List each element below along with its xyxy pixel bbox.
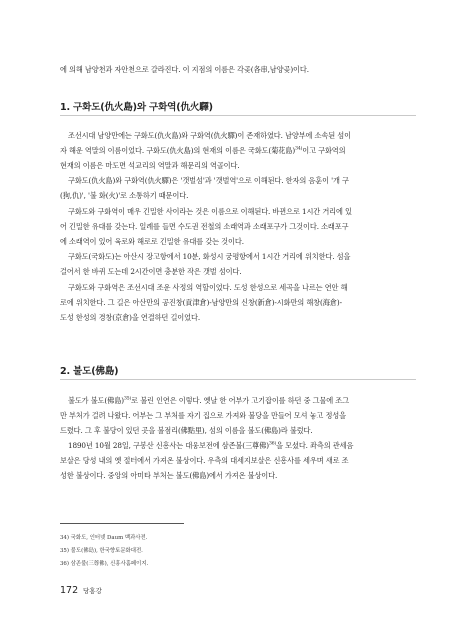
- footnote: 35) 불도(佛島), 한국향토문화대전.: [60, 548, 143, 554]
- heading-divider: [60, 379, 416, 380]
- running-title: 당홍강: [83, 587, 102, 595]
- text-line: 어 긴밀한 유대를 갖는다. 일례를 들면 수도권 전철의 소래역과 소래포구가 그것이다. 소래포구: [60, 222, 349, 231]
- text-line: [60, 438, 416, 453]
- text-line: [60, 143, 416, 158]
- text-line: 만 부처가 걸려 나왔다. 어부는 그 부처를 자기 집으로 가져와 불당을 만들어 모셔 놓고 정성을: [60, 411, 346, 420]
- text-line: 성한 불상이다. 중앙의 아미타 부처는 불도(佛島)에서 가져온 불상이다.: [60, 471, 278, 480]
- text-line: (狗,仇)', '불 화(火)'로 소통하기 때문이다.: [60, 191, 189, 200]
- text-line: 보살은 당성 내의 옛 절터에서 가져온 불상이다. 우측의 대세지보살은 신흥사를 세우며 새로 조: [60, 456, 349, 465]
- text-line: 로에 위치한다. 그 길은 아산만의 공진창(貢津倉)-남양만의 신창(新倉)-시화만의 해창(海倉)-: [60, 298, 342, 307]
- text-line: 구화도(仇火島)와 구화역(仇火驛)은 '갯벌섬'과 '갯벌역'으로 이해된다. 한자의 음훈이 '개 구: [68, 176, 349, 185]
- paragraph: [60, 128, 416, 173]
- text-line: 구화도(국화도)는 아산시 장고항에서 10분, 화성시 궁평항에서 1시간 거리에 위치한다. 섬을: [68, 252, 351, 261]
- text-line: 에 소래역이 있어 육로와 해로로 긴밀한 유대를 갖는 것이다.: [60, 237, 244, 246]
- section-heading-1: 1. 구화도(仇火島)와 구화역(仇火驛): [60, 102, 213, 113]
- footnote-marker[interactable]: 35): [123, 396, 132, 402]
- text-fragment: 로 불린 인연은 이렇다. 옛날 한 어부가 고기잡이를 하던 중 그물에 조그: [131, 396, 349, 405]
- text-line: [60, 393, 416, 408]
- text-line: 에 의해 남양천과 자안천으로 갈라진다. 이 지점의 이름은 각곶(各串,남양곶)이다.: [60, 65, 309, 74]
- footnote-divider: [60, 523, 184, 524]
- text-line: 조선시대 남양만에는 구화도(仇火島)와 구화역(仇火驛)이 존재하였다. 남양부에 소속된 섬이: [68, 131, 351, 140]
- text-fragment: 불도가 불도(佛島): [68, 396, 124, 405]
- footnote: 34) 국화도, 인터넷 Daum 백과사전.: [60, 535, 148, 541]
- paragraph: [60, 173, 416, 203]
- text-fragment: 을 모셨다. 좌측의 관세음: [276, 441, 354, 450]
- footnote-marker[interactable]: 34): [295, 146, 303, 152]
- page-footer: [60, 585, 102, 596]
- section-heading-2: 2. 불도(佛島): [60, 366, 119, 377]
- text-line: 드렸다. 그 후 불당이 있던 곳을 불점리(佛點里), 섬의 이름을 불도(佛島)라 불렀다.: [60, 426, 313, 435]
- paragraph: [60, 280, 416, 325]
- paragraph: [60, 249, 416, 279]
- footnote: 36) 삼존불(三尊佛), 신흥사홈페이지.: [60, 561, 149, 567]
- text-fragment: 이고 구화역의: [302, 146, 346, 155]
- intro-paragraph: [60, 62, 416, 77]
- text-fragment: 1890년 10월 28일, 구봉산 신흥사는 대웅보전에 삼존불(三尊佛): [68, 441, 269, 450]
- text-line: 걸어서 한 바퀴 도는데 2시간이면 충분한 작은 갯벌 섬이다.: [60, 267, 242, 276]
- heading-divider: [60, 115, 416, 116]
- paragraph: [60, 204, 416, 249]
- paragraph: [60, 438, 416, 483]
- footnote-marker[interactable]: 36): [268, 441, 277, 447]
- paragraph: [60, 393, 416, 438]
- text-fragment: 자 해운 역말의 이름이었다. 구화도(仇火島)의 현재의 이름은 국화도(菊花島): [60, 146, 296, 155]
- page-number: 172: [60, 585, 79, 596]
- text-line: 현재의 이름은 마도면 석교리의 역말과 해문리의 역골이다.: [60, 161, 240, 170]
- text-line: 도성 한성의 경창(京倉)을 연결하던 길이었다.: [60, 313, 200, 322]
- text-line: 구화도와 구화역은 조선시대 조운 사정의 역할이었다. 도성 한성으로 세곡을 나르는 연안 해: [68, 283, 348, 292]
- text-line: 구화도와 구화역이 매우 긴밀한 사이라는 것은 이름으로 이해된다. 바뀐으로 1시간 거리에 있: [68, 207, 352, 216]
